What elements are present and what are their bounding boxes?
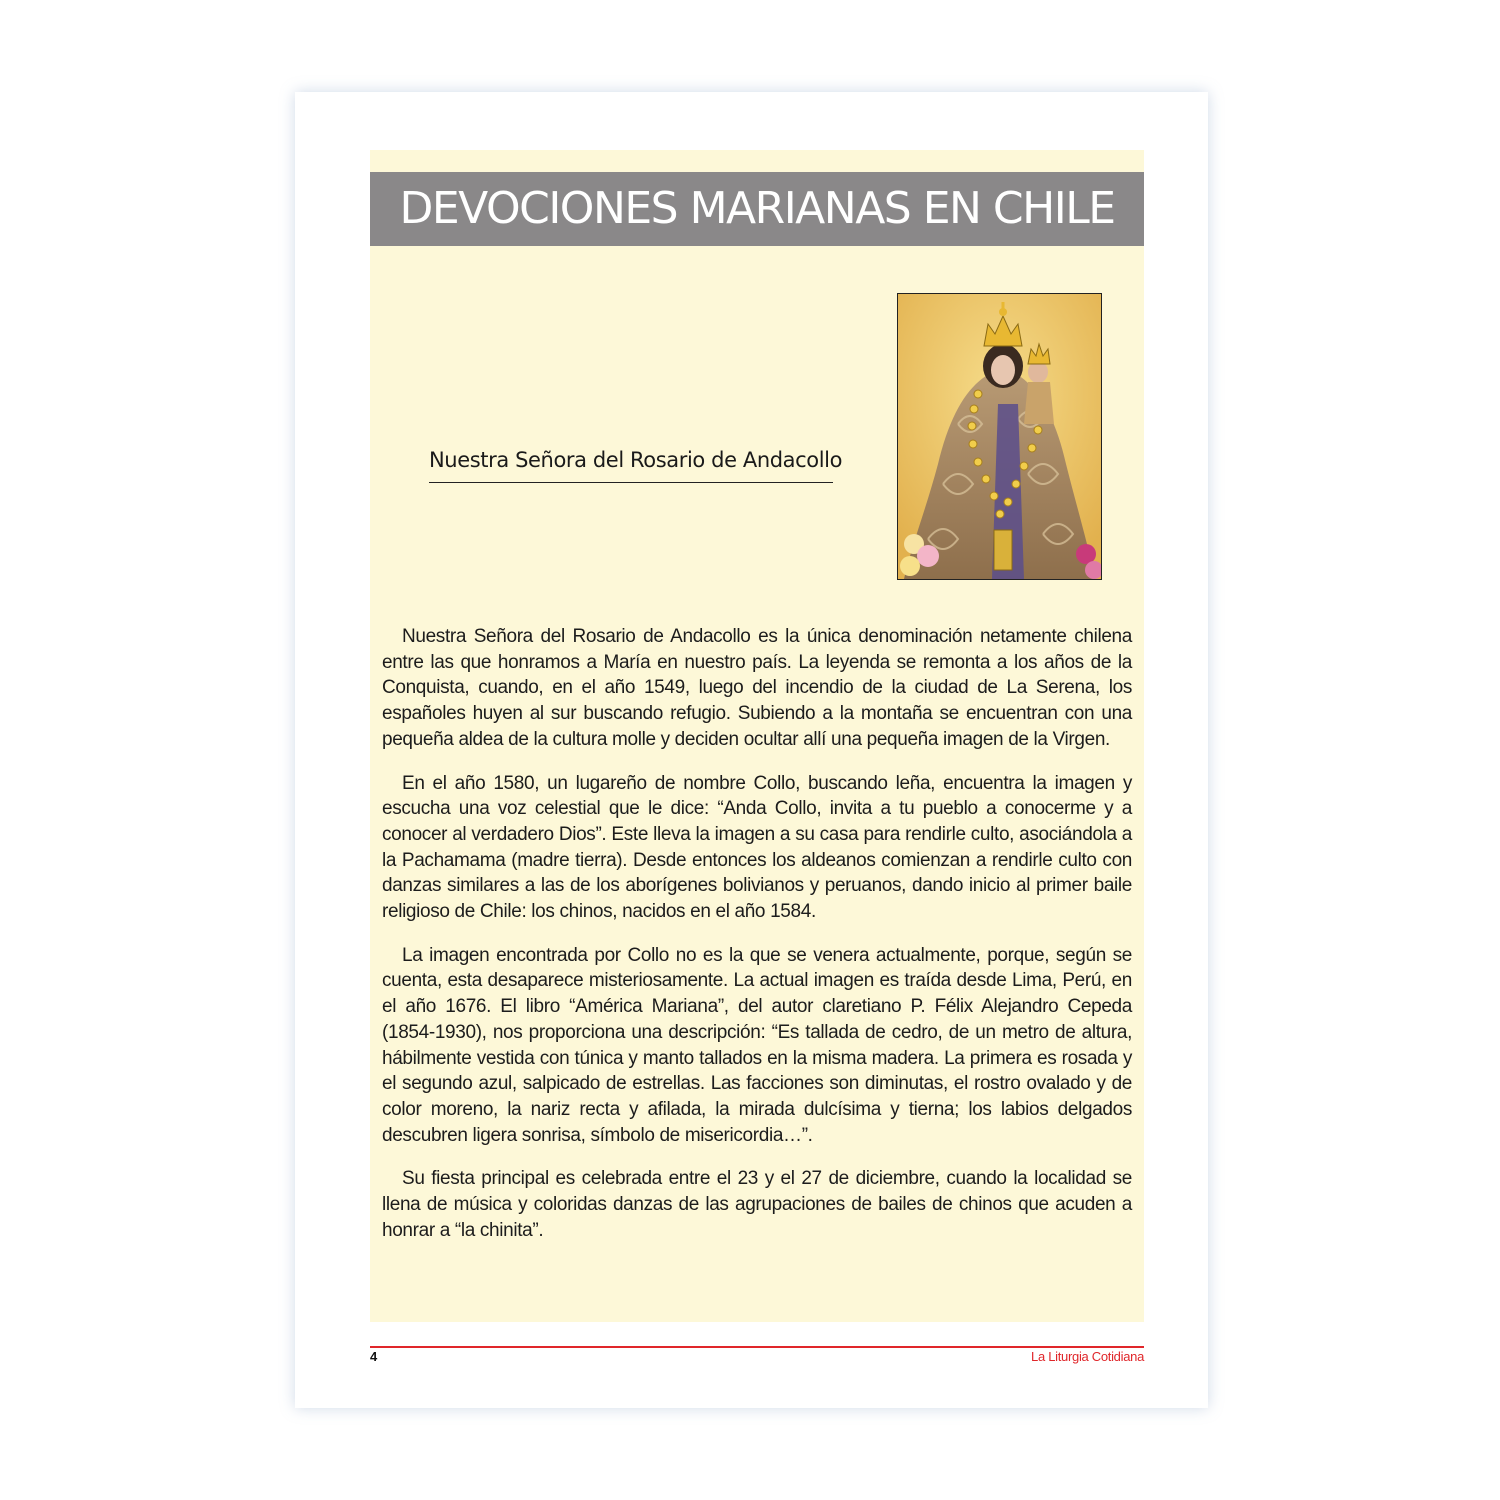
page-title: DEVOCIONES MARIANAS EN CHILE xyxy=(370,172,1144,246)
virgin-statue-image xyxy=(897,293,1102,580)
paragraph: Su fiesta principal es celebrada entre el 23 y el 27 de diciembre, cuando la localidad se llena de música y coloridas danzas de las agrupaciones de bailes de chinos que acuden a honrar a “la chinita”. xyxy=(382,1168,1132,1241)
publication-name: La Liturgia Cotidiana xyxy=(1031,1349,1144,1364)
paragraph: En el año 1580, un lugareño de nombre Collo, buscando leña, encuentra la imagen y escucha una voz celestial que le dice: “Anda Collo, invita a tu pueblo a conocerme y a conocer al verdadero Dios”. Este lleva la imagen a su casa para rendirle culto, asociándola a la Pachamama (madre tierra). Desde entonces los aldeanos comienzan a rendirle culto con danzas similares a las de los aborígenes bolivianos y peruanos, dando inicio al primer baile religioso de Chile: los chinos, nacidos en el año 1584. xyxy=(382,772,1132,923)
footer-divider xyxy=(370,1346,1144,1348)
page-number: 4 xyxy=(370,1349,378,1364)
paragraph: La imagen encontrada por Collo no es la que se venera actualmente, porque, según se cuenta, esta desaparece misteriosamente. La actual imagen es traída desde Lima, Perú, en el año 1676. El libro “América Mariana”, del autor claretiano P. Félix Alejandro Cepeda (1854-1930), nos proporciona una descripción: “Es tallada de cedro, de un metro de altura, hábilmente vestida con túnica y manto tallados en la misma madera. La primera es rosada y el segundo azul, salpicado de estrellas. Las facciones son diminutas, el rostro ovalado y de color moreno, la nariz recta y afilada, la mirada dulcísima y tierna; los labios delgados descubren ligera sonrisa, símbolo de misericordia…”. xyxy=(382,944,1132,1146)
article-body xyxy=(382,624,1132,1261)
paragraph: Nuestra Señora del Rosario de Andacollo es la única denominación netamente chilena entre las que honramos a María en nuestro país. La leyenda se remonta a los años de la Conquista, cuando, en el año 1549, luego del incendio de la ciudad de La Serena, los españoles huyen al sur buscando refugio. Subiendo a la montaña se encuentran con una pequeña aldea de la cultura molle y deciden ocultar allí una pequeña imagen de la Virgen. xyxy=(382,626,1132,750)
document-page xyxy=(295,92,1208,1408)
article-subtitle: Nuestra Señora del Rosario de Andacollo xyxy=(429,448,833,483)
